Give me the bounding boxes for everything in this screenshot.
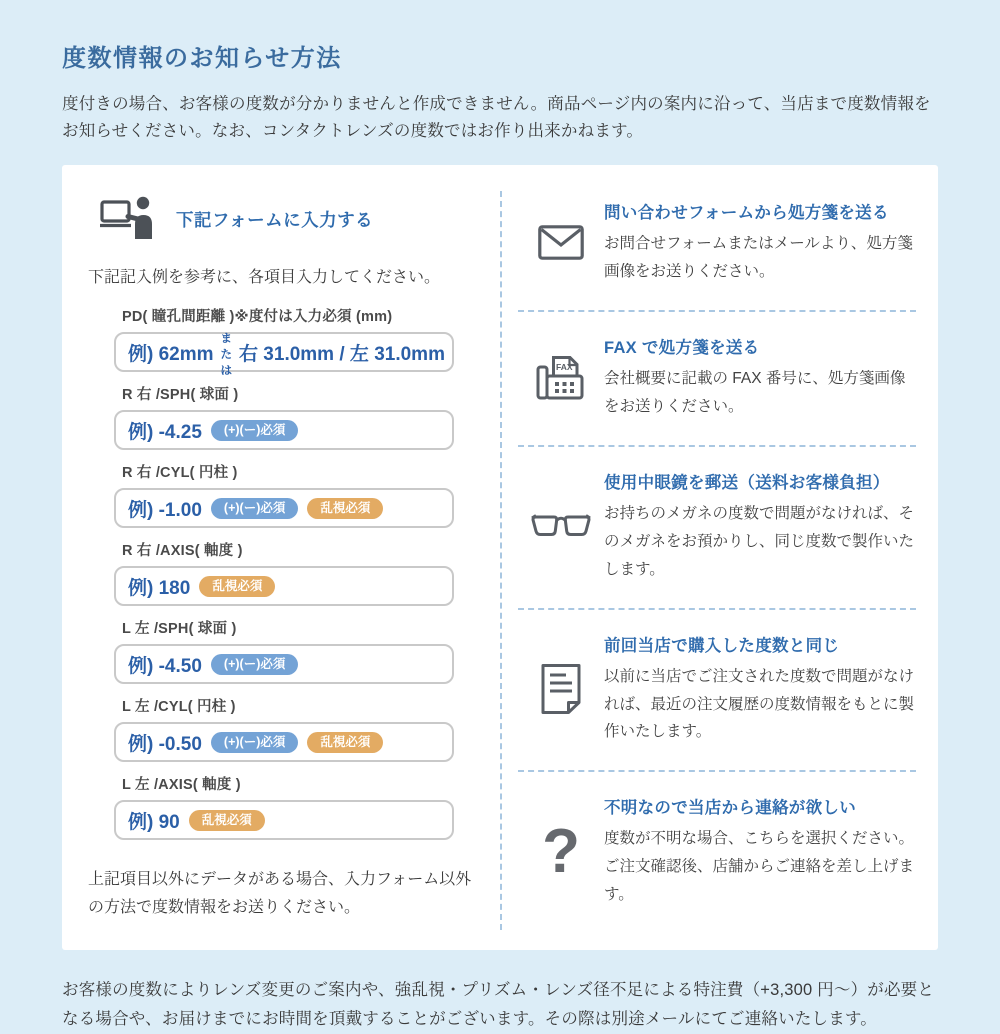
sign-required-badge: (+)(ー)必須 xyxy=(211,654,298,675)
method-title: 問い合わせフォームから処方箋を送る xyxy=(604,204,889,223)
example-field xyxy=(114,410,454,450)
sign-required-badge: (+)(ー)必須 xyxy=(211,420,298,441)
document-icon xyxy=(518,632,604,747)
method-title: 前回当店で購入した度数と同じ xyxy=(604,636,840,655)
form-section-title: 下記フォームに入力する xyxy=(176,210,374,231)
example-value: 例) 90 xyxy=(128,811,180,833)
method-item xyxy=(518,310,916,445)
example-field xyxy=(114,566,454,606)
prescription-info-card xyxy=(62,165,938,950)
astigmatism-required-badge: 乱視必須 xyxy=(307,498,383,519)
example-field xyxy=(114,488,454,528)
page-title: 度数情報のお知らせ方法 xyxy=(62,45,342,72)
intro-text: 度付きの場合、お客様の度数が分かりませんと作成できません。商品ページ内の案内に沿って、当店まで度数情報をお知らせください。なお、コンタクトレンズの度数ではお作り出来かねます。 xyxy=(62,95,931,141)
method-item xyxy=(518,608,916,771)
form-input-section xyxy=(62,165,500,950)
sign-required-badge: (+)(ー)必須 xyxy=(211,732,298,753)
example-value: 例) 62mm xyxy=(128,343,214,365)
form-note: 上記項目以外にデータがある場合、入力フォーム以外の方法で度数情報をお送りください。 xyxy=(88,871,472,917)
method-body: 以前に当店でご注文された度数で問題がなければ、最近の注文履歴の度数情報をもとに製作いたします。 xyxy=(604,667,915,741)
method-body: 会社概要に記載の FAX 番号に、処方箋画像をお送りください。 xyxy=(604,370,906,416)
example-field xyxy=(114,332,454,378)
astigmatism-required-badge: 乱視必須 xyxy=(189,810,265,831)
example-value: 例) -0.50 xyxy=(128,733,202,755)
method-body: お問合せフォームまたはメールより、処方箋画像をお送りください。 xyxy=(604,235,913,281)
envelope-icon xyxy=(518,199,604,286)
fax-icon xyxy=(518,334,604,421)
methods-list xyxy=(502,165,938,950)
example-value: 例) 180 xyxy=(128,577,191,599)
method-title: FAX で処方箋を送る xyxy=(604,339,760,358)
example-connector: または xyxy=(220,333,233,378)
glasses-icon xyxy=(518,469,604,584)
example-field xyxy=(114,722,454,762)
method-item xyxy=(518,770,916,933)
example-value: 例) -4.25 xyxy=(128,421,202,443)
footer-note: お客様の度数によりレンズ変更のご案内や、強乱視・プリズム・レンズ径不足による特注費（+3,300 円～）が必要となる場合や、お届けまでにお時間を頂戴することがございます。その際は別途メールにてご連絡いたします。 xyxy=(62,981,935,1029)
astigmatism-required-badge: 乱視必須 xyxy=(199,576,275,597)
method-text xyxy=(604,199,916,286)
field-label: PD( 瞳孔間距離 )※度付は入力必須 (mm) xyxy=(122,309,393,326)
method-text xyxy=(604,334,916,421)
form-instruction: 下記記入例を参考に、各項目入力してください。 xyxy=(88,269,441,287)
method-title: 不明なので当店から連絡が欲しい xyxy=(604,799,856,818)
method-item xyxy=(518,445,916,608)
field-label: L 左 /AXIS( 軸度 ) xyxy=(122,777,241,794)
field-label: R 右 /CYL( 円柱 ) xyxy=(122,465,238,482)
question-icon: ? xyxy=(542,817,580,887)
sign-required-badge: (+)(ー)必須 xyxy=(211,498,298,519)
form-section-header xyxy=(88,195,476,244)
method-text xyxy=(604,794,916,909)
method-text xyxy=(604,469,916,584)
field-label: L 左 /SPH( 球面 ) xyxy=(122,621,237,638)
field-label: R 右 /AXIS( 軸度 ) xyxy=(122,543,243,560)
example-field xyxy=(114,800,454,840)
form-field-list xyxy=(88,305,476,840)
method-text xyxy=(604,632,916,747)
method-body: 度数が不明な場合、こちらを選択ください。ご注文確認後、店舗からご連絡を差し上げます。 xyxy=(604,830,915,904)
method-item xyxy=(518,177,916,310)
person-at-laptop-icon xyxy=(100,195,156,244)
example-field xyxy=(114,644,454,684)
svg-text:FAX: FAX xyxy=(556,361,573,372)
field-label: R 右 /SPH( 球面 ) xyxy=(122,387,239,404)
example-value: 例) -1.00 xyxy=(128,499,202,521)
method-title: 使用中眼鏡を郵送（送料お客様負担） xyxy=(604,474,890,492)
astigmatism-required-badge: 乱視必須 xyxy=(307,732,383,753)
example-value: 右 31.0mm / 左 31.0mm xyxy=(239,343,445,365)
field-label: L 左 /CYL( 円柱 ) xyxy=(122,699,236,716)
method-body: お持ちのメガネの度数で問題がなければ、そのメガネをお預かりし、同じ度数で製作いたします。 xyxy=(604,505,915,578)
example-value: 例) -4.50 xyxy=(128,655,202,677)
